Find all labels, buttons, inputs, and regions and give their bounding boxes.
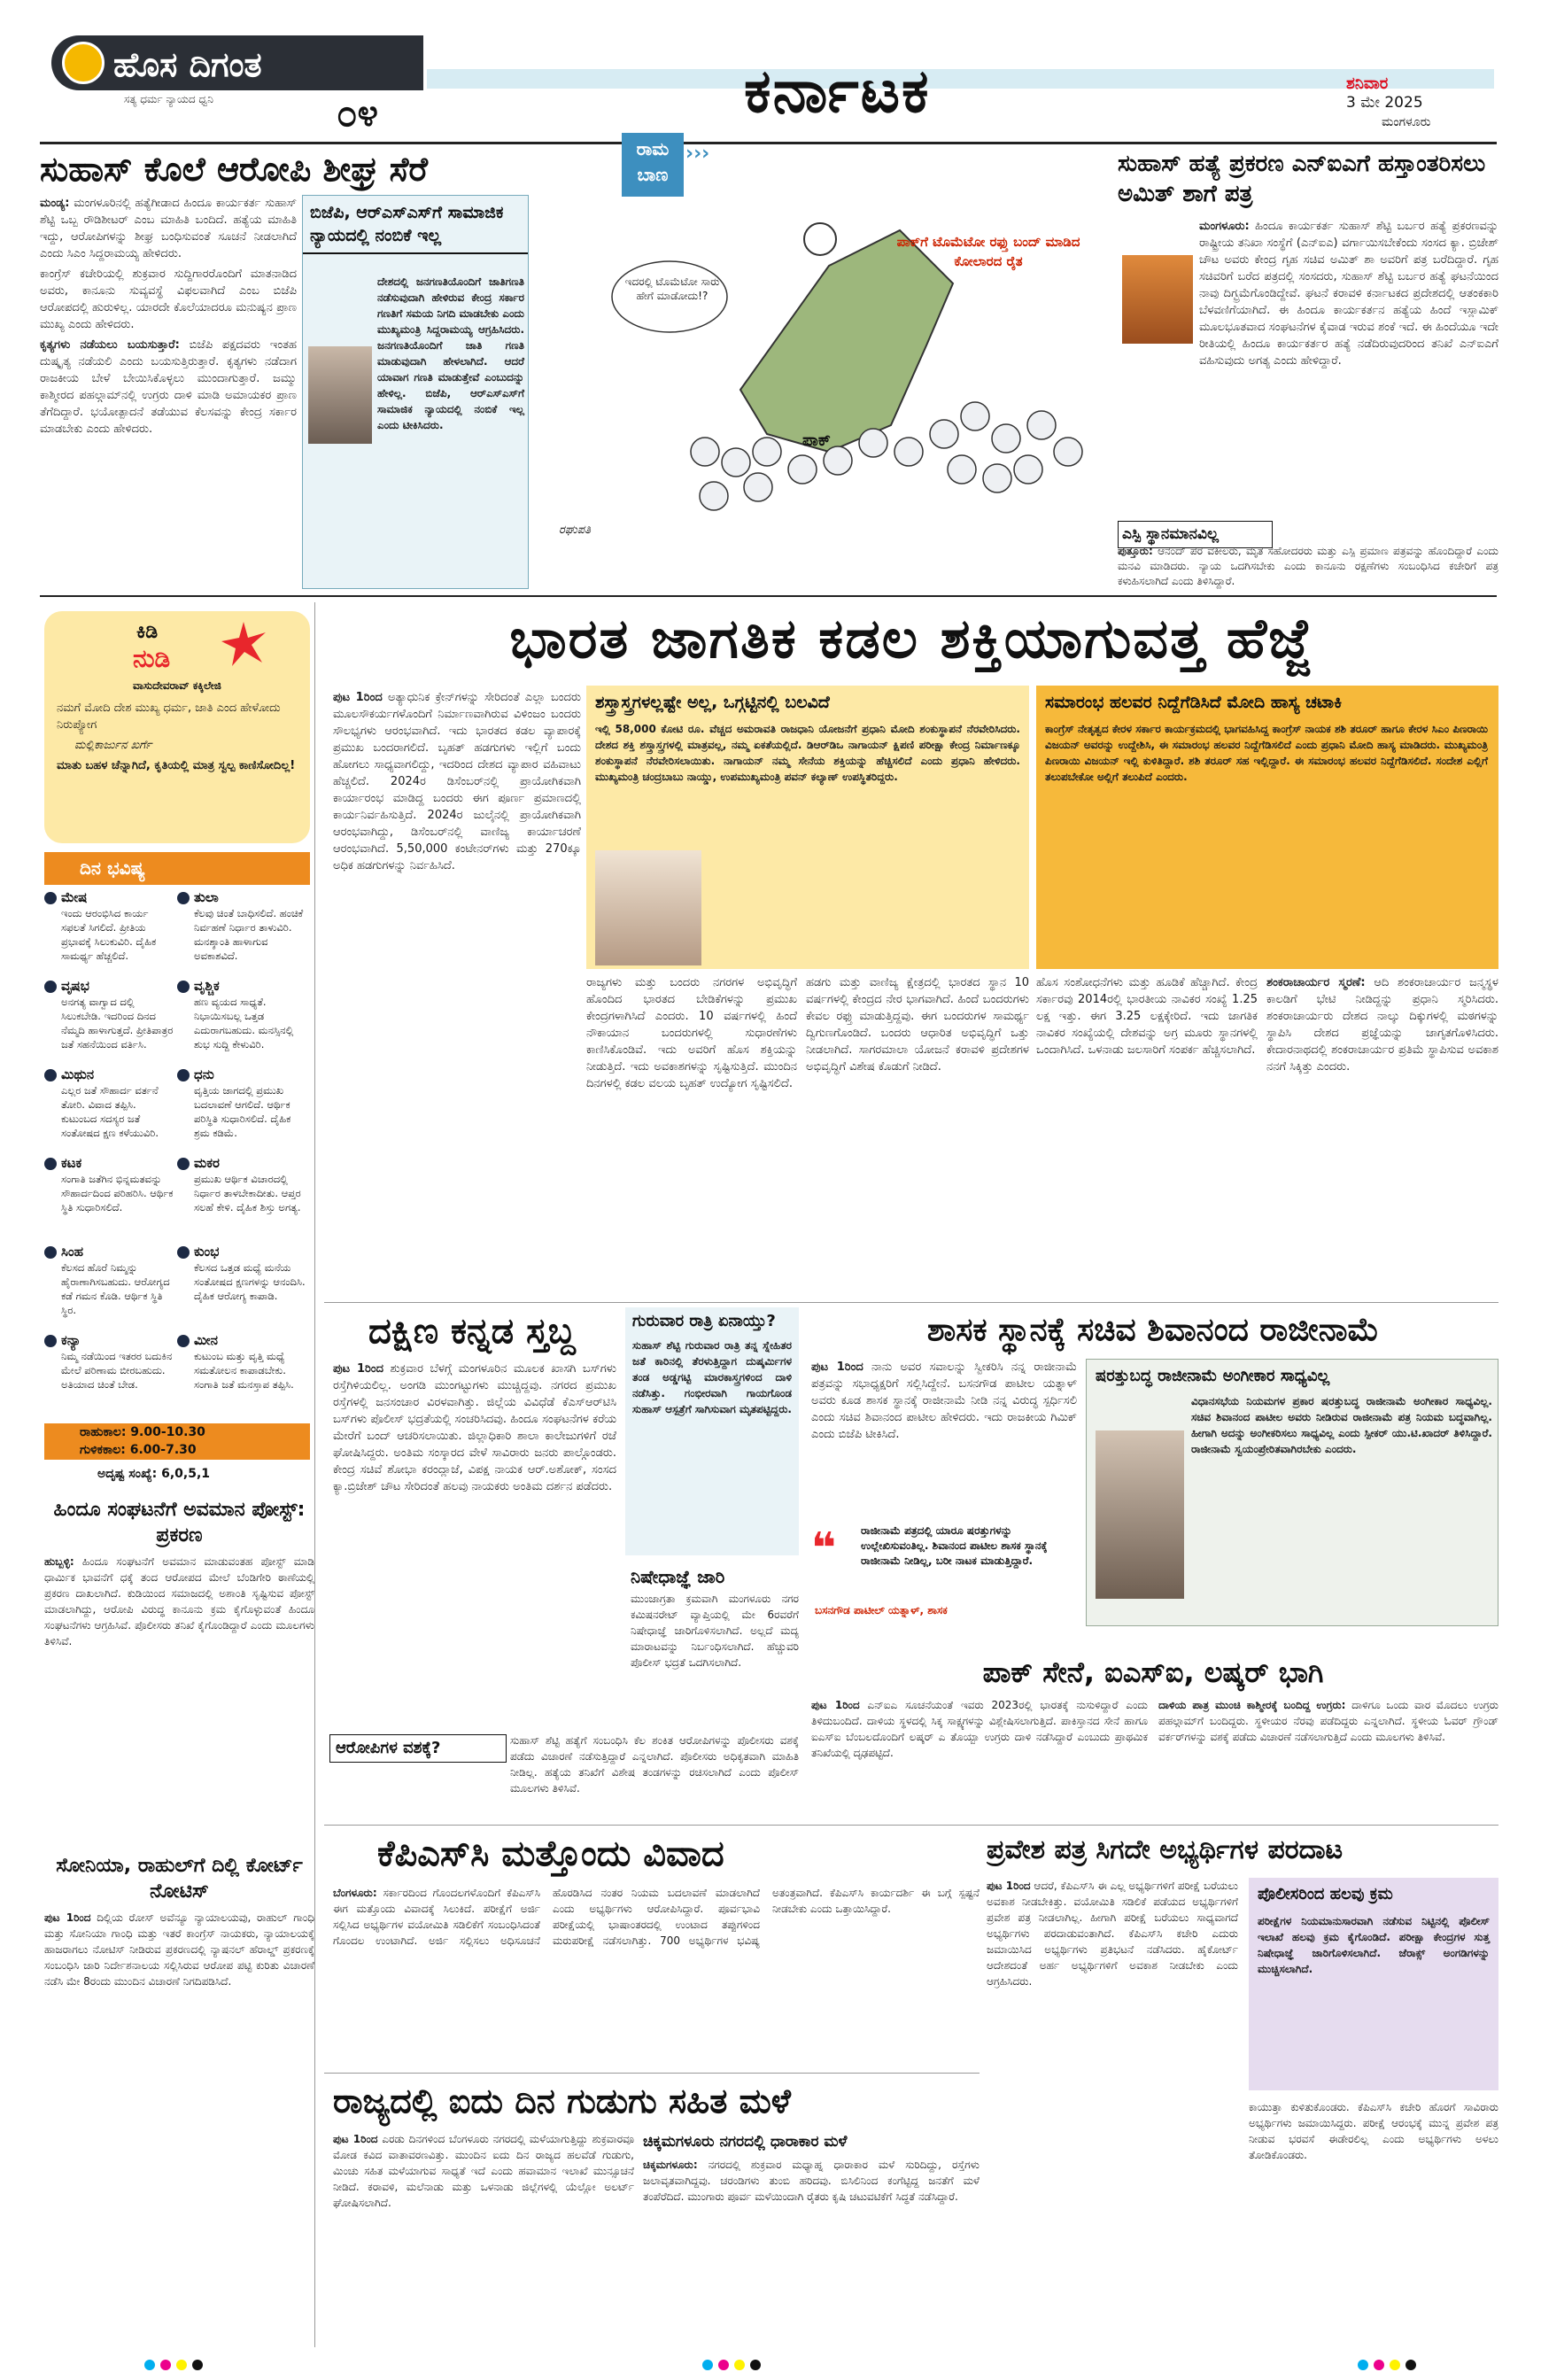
edition: ಮಂಗಳೂರು [1382, 115, 1431, 129]
headline: ಭಾರತ ಜಾಗತಿಕ ಕಡಲ ಶಕ್ತಿಯಾಗುವತ್ತ ಹೆಜ್ಜೆ [509, 606, 1313, 671]
rashi-cell [44, 977, 174, 1064]
rashi-name: ತುಲಾ [194, 889, 219, 905]
body: ಅತ್ಯಾಧುನಿಕ ಕ್ರೇನ್‌ಗಳನ್ನು ಸೇರಿದಂತೆ ಎಲ್ಲಾ ಬಂದರು ಮೂಲಸೌಕರ್ಯಗಳೊಂದಿಗೆ ನಿರ್ಮಾಣವಾಗಿರುವ ವಿಳಿಂಜಂ ಬಂದರು ಸೌಲಭ್ಯಗಳು ಆರಂಭವಾಗಿದೆ. ಇದು ಭಾರತದ ಕಡಲ ವ್ಯಾಪಾರಕ್ಕೆ ಪ್ರಮುಖ ಬಂದರಾಗಲಿದೆ. ಬೃಹತ್ ಹಡಗುಗಳು ಇಲ್ಲಿಗೆ ಬಂದು ಹೋಗಲು ಸಾಧ್ಯವಾಗಲಿದ್ದು, ಇದರಿಂದ ದೇಶದ ವ್ಯಾಪಾರ ವಹಿವಾಟು ಹೆಚ್ಚಲಿದೆ. 2024ರ ಡಿಸೆಂಬರ್‌ನಲ್ಲಿ ಪ್ರಾಯೋಗಿಕವಾಗಿ ಕಾರ್ಯಾರಂಭ ಮಾಡಿದ್ದ ಬಂದರು ಈಗ ಪೂರ್ಣ ಪ್ರಮಾಣದಲ್ಲಿ ಕಾರ್ಯನಿರ್ವಹಿಸುತ್ತಿದೆ. 2024ರ ಜುಲೈನಲ್ಲಿ ಪ್ರಾಯೋಗಿಕವಾಗಿ ಆರಂಭವಾಗಿದ್ದು, ಡಿಸೆಂಬರ್‌ನಲ್ಲಿ ವಾಣಿಜ್ಯ ಕಾರ್ಯಾಚರಣೆ ಆರಂಭವಾಗಿದೆ. 5,50,000 ಕಂಟೇನರ್‌ಗಳು ಮತ್ತು 270ಕ್ಕೂ ಅಧಿಕ ಹಡಗುಗಳನ್ನು ನಿರ್ವಹಿಸಿದೆ. [333, 691, 581, 872]
body: ಕಾಯುತ್ತಾ ಕುಳಿತುಕೊಂಡರು. ಕೆಪಿಎಸ್‌ಸಿ ಕಚೇರಿ ಹೊರಗೆ ಸಾವಿರಾರು ಅಭ್ಯರ್ಥಿಗಳು ಜಮಾಯಿಸಿದ್ದರು. ಪರೀಕ್ಷೆ ಆರಂಭಕ್ಕೆ ಮುನ್ನ ಪ್ರವೇಶ ಪತ್ರ ನೀಡುವ ಭರವಸೆ ಈಡೇರಲಿಲ್ಲ ಎಂದು ಅಭ್ಯರ್ಥಿಗಳು ಅಳಲು ತೋಡಿಕೊಂಡರು. [1249, 2101, 1498, 2161]
shivanand-article [808, 1307, 1498, 1644]
rashi-name: ಸಿಂಹ [61, 1244, 84, 1260]
box-text: ಪರೀಕ್ಷೆಗಳ ನಿಯಮಾನುಸಾರವಾಗಿ ನಡೆಸುವ ನಿಟ್ಟಿನಲ್ಲಿ ಪೊಲೀಸ್ ಇಲಾಖೆ ಹಲವು ಕ್ರಮ ಕೈಗೊಂಡಿದೆ. ಪರೀಕ್ಷಾ ಕೇಂದ್ರಗಳ ಸುತ್ತ ನಿಷೇಧಾಜ್ಞೆ ಜಾರಿಗೊಳಿಸಲಾಗಿದೆ. ಜೆರಾಕ್ಸ್ ಅಂಗಡಿಗಳನ್ನು ಮುಚ್ಚಿಸಲಾಗಿದೆ. [1258, 1915, 1490, 1976]
body: ಮುಂಜಾಗ್ರತಾ ಕ್ರಮವಾಗಿ ಮಂಗಳೂರು ನಗರ ಕಮಿಷನರೇಟ್ ವ್ಯಾಪ್ತಿಯಲ್ಲಿ ಮೇ 6ರವರೆಗೆ ನಿಷೇಧಾಜ್ಞೆ ಜಾರಿಗೊಳಿಸಲಾಗಿದೆ. ಅಲ್ಲದೆ ಮದ್ಯ ಮಾರಾಟವನ್ನು ನಿರ್ಬಂಧಿಸಲಾಗಿದೆ. ಹೆಚ್ಚುವರಿ ಪೊಲೀಸ್ ಭದ್ರತೆ ಒದಗಿಸಲಾಗಿದೆ. [631, 1593, 799, 1669]
dateline: ಬೆಂಗಳೂರು: [333, 1887, 377, 1899]
rashi-text: ಹಣ ವ್ಯಯದ ಸಾಧ್ಯತೆ. ನಿಭಾಯಿಸಬಲ್ಲ ಒತ್ತಡ ಎದುರಾಗಬಹುದು. ಮನಸ್ಸಿನಲ್ಲಿ ಶುಭ ಸುದ್ದಿ ಕೇಳುವಿರಿ. [194, 996, 294, 1050]
kidi-line: ಮಾತು ಬಹಳ ಚೆನ್ನಾಗಿದೆ, ಕೃತಿಯಲ್ಲಿ ಮಾತ್ರ ಸ್ವಲ್ಪ ಕಾಣಿಸೋದಿಲ್ಲ! [57, 759, 296, 772]
dateline: ಪುಟ 1ರಿಂದ [333, 2133, 378, 2145]
rashi-name: ಮಕರ [194, 1155, 220, 1171]
headline: ಹಿಂದೂ ಸಂಘಟನೆಗೆ ಅವಮಾನ ಪೋಸ್ಟ್: ಪ್ರಕರಣ [53, 1499, 306, 1547]
speech-bubble: ಇದರಲ್ಲಿ ಟೊಮೆಟೋ ಸಾರು ಹೇಗೆ ಮಾಡೋದು!? [624, 275, 720, 302]
body: ದಿಲ್ಲಿಯ ರೋಸ್ ಅವೆನ್ಯೂ ನ್ಯಾಯಾಲಯವು, ರಾಹುಲ್ ಗಾಂಧಿ ಮತ್ತು ಸೋನಿಯಾ ಗಾಂಧಿ ಮತ್ತು ಇತರೆ ಕಾಂಗ್ರೆಸ್ ನಾಯಕರು, ನ್ಯಾಯಾಲಯಕ್ಕೆ ಹಾಜರಾಗಲು ನೋಟಿಸ್ ನೀಡಿರುವ ಪ್ರಕರಣದಲ್ಲಿ ನ್ಯಾಷನಲ್ ಹೆರಾಲ್ಡ್ ಪ್ರಕರಣಕ್ಕೆ ಸಂಬಂಧಿಸಿ ಜಾರಿ ನಿರ್ದೇಶನಾಲಯ ಸಲ್ಲಿಸಿರುವ ಆರೋಪ ಪಟ್ಟಿ ಕುರಿತು ವಿಚಾರಣೆ ನಡೆಸಿ ಮೇ 8ರಂದು ಮುಂದಿನ ವಿಚಾರಣೆ ನಿಗದಿಪಡಿಸಿದೆ. [44, 1911, 314, 1988]
rashi-text: ಸಂಗಾತಿ ಜತೆಗಿನ ಭಿನ್ನಮತವನ್ನು ಸೌಹಾರ್ದದಿಂದ ಪರಿಹರಿಸಿ. ಆರ್ಥಿಕ ಸ್ಥಿತಿ ಸುಧಾರಿಸಲಿದೆ. [61, 1173, 174, 1213]
dateline: ಪುತ್ತೂರು: [1118, 545, 1153, 557]
main-story [324, 602, 1498, 1302]
kidi-title-bottom: ನುಡಿ [133, 644, 171, 673]
zodiac-icon [44, 1335, 57, 1347]
rashi-text: ಪ್ರಮುಖ ಆರ್ಥಿಕ ವಿಚಾರದಲ್ಲಿ ನಿರ್ಧಾರ ತಾಳಬೇಕಾದೀತು. ಆಪ್ತರ ಸಲಹೆ ಕೇಳಿ. ದೈಹಿಕ ಶಿಸ್ತು ಅಗತ್ಯ. [194, 1173, 301, 1213]
box-title: ಬಿಜೆಪಿ, ಆರ್‌ಎಸ್‌ಎಸ್‌ಗೆ ಸಾಮಾಜಿಕ ನ್ಯಾಯದಲ್ಲಿ ನಂಬಿಕೆ ಇಲ್ಲ [303, 196, 528, 254]
quote-icon: ❝ [811, 1523, 837, 1573]
logo-tagline: ಸತ್ಯ ಧರ್ಮ ನ್ಯಾಯದ ಧ್ವನಿ [124, 93, 213, 105]
rashi-cell [177, 977, 306, 1064]
cm-box [302, 195, 529, 589]
sonia-article [44, 1853, 314, 2376]
dateline: ಮಂಡ್ಯ: [40, 197, 70, 210]
issue-day: ಶನಿವಾರ [1346, 74, 1389, 93]
cartoon-illustration [537, 133, 1112, 592]
body: ರಾಜ್ಯಗಳು ಮತ್ತು ಬಂದರು ನಗರಗಳ ಅಭಿವೃದ್ಧಿಗೆ ಹೊಂದಿದ ಭಾರತದ ಬೇಡಿಕೆಗಳನ್ನು ಪ್ರಮುಖ ಕೇಂದ್ರಗಳಾಗಿಸಿದೆ ಎಂದರು. 10 ವರ್ಷಗಳಲ್ಲಿ ಹಿಂದೆ ನೌಕಾಯಾನ ಬಂದರುಗಳಲ್ಲಿ ಸುಧಾರಣೆಗಳು ಕಾಣಿಸಿಕೊಂಡಿವೆ. ಇದು ಅವರಿಗೆ ಹೊಸ ಶಕ್ತಿಯನ್ನು ನೀಡುತ್ತಿದೆ. ಇದು ಅವಕಾಶಗಳನ್ನು ಸೃಷ್ಟಿಸುತ್ತಿದೆ. ಮುಂದಿನ ದಿನಗಳಲ್ಲಿ ಕಡಲ ವಲಯ ಬೃಹತ್ ಉದ್ಯೋಗ ಸೃಷ್ಟಿಸಲಿದೆ. [586, 976, 797, 1090]
box-title: ಸಮಾರಂಭ ಹಲವರ ನಿದ್ದೆಗೆಡಿಸಿದೆ ಮೋದಿ ಹಾಸ್ಯ ಚಟಾಕಿ [1045, 693, 1343, 712]
subhead: ಕೃತ್ಯಗಳು ನಡೆಯಲು ಬಯಸುತ್ತಾರೆ: [40, 338, 180, 352]
quote-author: ಬಸನಗೌಡ ಪಾಟೀಲ್ ಯತ್ನಾಳ್, ಶಾಸಕ [815, 1604, 948, 1616]
box-title: ಗುರುವಾರ ರಾತ್ರಿ ಏನಾಯ್ತು? [632, 1312, 776, 1330]
body: ಹೊಸ ಸಂಶೋಧನೆಗಳು ಮತ್ತು ಹೂಡಿಕೆ ಹೆಚ್ಚಾಗಿದೆ. ಕೇಂದ್ರ ಸರ್ಕಾರವು 2014ರಲ್ಲಿ ಭಾರತೀಯ ನಾವಿಕರ ಸಂಖ್ಯೆ 1.25 ಲಕ್ಷ ಇತ್ತು. ಈಗ 3.25 ಲಕ್ಷಕ್ಕೇರಿದೆ. ಇದು ಜಾಗತಿಕ ನಾವಿಕರ ಸಂಖ್ಯೆಯಲ್ಲಿ ದೇಶವನ್ನು ಅಗ್ರ ಮೂರು ಸ್ಥಾನಗಳಲ್ಲಿ ಒಂದಾಗಿಸಿದೆ. ಒಳನಾಡು ಜಲಸಾರಿಗೆ ಸಂಪರ್ಕ ಹೆಚ್ಚಿಸಲಾಗಿದೆ. [1036, 976, 1258, 1057]
section-title: ಕರ್ನಾಟಕ [744, 57, 931, 127]
pravesha-article [987, 1830, 1498, 2353]
pak-article [808, 1653, 1498, 1821]
dateline: ಪುಟ 1ರಿಂದ [333, 1362, 384, 1376]
headline: ಪ್ರವೇಶ ಪತ್ರ ಸಿಗದೇ ಅಭ್ಯರ್ಥಿಗಳ ಪರದಾಟ [987, 1834, 1344, 1865]
rashi-text: ಕೆಲಸದ ಒತ್ತಡ ಮಧ್ಯೆ ಮನೆಯ ಸಂತೋಷದ ಕ್ಷಣಗಳನ್ನು ಆನಂದಿಸಿ. ದೈಹಿಕ ಆರೋಗ್ಯ ಕಾಪಾಡಿ. [194, 1261, 306, 1302]
registration-marks [1355, 2360, 1419, 2376]
rashi-cell [177, 1066, 306, 1152]
rashi-cell [44, 888, 174, 975]
headline: ಸುಹಾಸ್ ಹತ್ಯೆ ಪ್ರಕರಣ ಎನ್‌ಐಎಗೆ ಹಸ್ತಾಂತರಿಸಲು ಅಮಿತ್ ಶಾಗೆ ಪತ್ರ [1118, 151, 1486, 207]
body: ಸುಹಾಸ್ ಶೆಟ್ಟಿ ಹತ್ಯೆಗೆ ಸಂಬಂಧಿಸಿ ಕೆಲ ಶಂಕಿತ ಆರೋಪಿಗಳನ್ನು ಪೊಲೀಸರು ವಶಕ್ಕೆ ಪಡೆದು ವಿಚಾರಣೆ ನಡೆಸುತ್ತಿದ್ದಾರೆ ಎನ್ನಲಾಗಿದೆ. ಪೊಲೀಸರು ಅಧಿಕೃತವಾಗಿ ಮಾಹಿತಿ ನೀಡಿಲ್ಲ. ಹತ್ಯೆಯ ತನಿಖೆಗೆ ವಿಶೇಷ ತಂಡಗಳನ್ನು ರಚಿಸಲಾಗಿದೆ ಎಂದು ಪೊಲೀಸ್ ಮೂಲಗಳು ತಿಳಿಸಿವೆ. [510, 1734, 799, 1795]
arrow-icon: ››› [685, 143, 710, 165]
kpsc-article [324, 1830, 980, 2069]
amit-shah-article [1118, 149, 1498, 592]
map-label: ಪಾಕ್ [802, 431, 831, 450]
headline: ಕೆಪಿಎಸ್‌ಸಿ ಮತ್ತೊಂದು ವಿವಾದ [377, 1833, 724, 1874]
body: ನಗರದಲ್ಲಿ ಶುಕ್ರವಾರ ಮಧ್ಯಾಹ್ನ ಧಾರಾಕಾರ ಮಳೆ ಸುರಿದಿದ್ದು, ರಸ್ತೆಗಳು ಜಲಾವೃತವಾಗಿದ್ದವು. ಚರಂಡಿಗಳು ತುಂಬಿ ಹರಿದವು. ಬಿಸಿಲಿನಿಂದ ಕಂಗೆಟ್ಟಿದ್ದ ಜನತೆಗೆ ಮಳೆ ತಂಪೆರೆದಿದೆ. ಮುಂಗಾರು ಪೂರ್ವ ಮಳೆಯಿಂದಾಗಿ ರೈತರು ಕೃಷಿ ಚಟುವಟಿಕೆಗೆ ಸಿದ್ಧತೆ ನಡೆಸಿದ್ದಾರೆ. [643, 2158, 980, 2203]
quote-box [811, 1518, 1077, 1624]
body: ಸರ್ಕಾರದಿಂದ ಗೊಂದಲಗಳೊಂದಿಗೆ ಕೆಪಿಎಸ್‌ಸಿ ಈಗ ಮತ್ತೊಂದು ವಿವಾದಕ್ಕೆ ಸಿಲುಕಿದೆ. ಪರೀಕ್ಷೆಗೆ ಅರ್ಜಿ ಸಲ್ಲಿಸಿದ ಅಭ್ಯರ್ಥಿಗಳ ವಯೋಮಿತಿ ಸಡಿಲಿಕೆಗೆ ಸಂಬಂಧಿಸಿದಂತೆ ಗೊಂದಲ ಉಂಟಾಗಿದೆ. ಅರ್ಜಿ ಸಲ್ಲಿಸಲು ಅಧಿಸೂಚನೆ ಹೊರಡಿಸಿದ ನಂತರ ನಿಯಮ ಬದಲಾವಣೆ ಮಾಡಲಾಗಿದೆ ಎಂದು ಅಭ್ಯರ್ಥಿಗಳು ಆರೋಪಿಸಿದ್ದಾರೆ. ಪೂರ್ವಭಾವಿ ಪರೀಕ್ಷೆಯಲ್ಲಿ ಭಾಷಾಂತರದಲ್ಲಿ ಉಂಟಾದ ತಪ್ಪುಗಳಿಂದ ಮರುಪರೀಕ್ಷೆ ನಡೆಸಲಾಗಿತ್ತು. 700 ಅಭ್ಯರ್ಥಿಗಳ ಭವಿಷ್ಯ ಅತಂತ್ರವಾಗಿದೆ. ಕೆಪಿಎಸ್‌ಸಿ ಕಾರ್ಯದರ್ಶಿ ಈ ಬಗ್ಗೆ ಸ್ಪಷ್ಟನೆ ನೀಡಬೇಕು ಎಂದು ಒತ್ತಾಯಿಸಿದ್ದಾರೆ. [333, 1887, 980, 1947]
zodiac-icon [177, 1335, 190, 1347]
box-text: ವಿಧಾನಸಭೆಯ ನಿಯಮಗಳ ಪ್ರಕಾರ ಷರತ್ತುಬದ್ಧ ರಾಜೀನಾಮೆ ಅಂಗೀಕಾರ ಸಾಧ್ಯವಿಲ್ಲ. ಸಚಿವ ಶಿವಾನಂದ ಪಾಟೀಲ ಅವರು ನೀಡಿರುವ ರಾಜೀನಾಮೆ ಪತ್ರ ನಿಯಮ ಬದ್ಧವಾಗಿಲ್ಲ. ಹೀಗಾಗಿ ಅದನ್ನು ಅಂಗೀಕರಿಸಲು ಸಾಧ್ಯವಿಲ್ಲ ಎಂದು ಸ್ಪೀಕರ್ ಯು.ಟಿ.ಖಾದರ್ ತಿಳಿಸಿದ್ದಾರೆ. ರಾಜೀನಾಮೆ ಸ್ವಯಂಪ್ರೇರಿತವಾಗಿರಬೇಕು ಎಂದರು. [1191, 1395, 1492, 1455]
headline: ಸುಹಾಸ್ ಕೊಲೆ ಆರೋಪಿ ಶೀಘ್ರ ಸೆರೆ [40, 150, 428, 189]
body: ಆದಿ ಶಂಕರಾಚಾರ್ಯರ ಜನ್ಮಸ್ಥಳ ಕಾಲಡಿಗೆ ಭೇಟಿ ನೀಡಿದ್ದನ್ನು ಪ್ರಧಾನಿ ಸ್ಮರಿಸಿದರು. ಶಂಕರಾಚಾರ್ಯರು ದೇಶದ ನಾಲ್ಕು ದಿಕ್ಕುಗಳಲ್ಲಿ ಮಠಗಳನ್ನು ಸ್ಥಾಪಿಸಿ ದೇಶದ ಪ್ರಜ್ಞೆಯನ್ನು ಜಾಗೃತಗೊಳಿಸಿದರು. ಕೇದಾರನಾಥದಲ್ಲಿ ಶಂಕರಾಚಾರ್ಯರ ಪ್ರತಿಮೆ ಸ್ಥಾಪಿಸುವ ಅವಕಾಶ ನನಗೆ ಸಿಕ್ಕಿತ್ತು ಎಂದರು. [1266, 976, 1498, 1074]
body: ಎರಡು ದಿನಗಳಿಂದ ಬೆಂಗಳೂರು ನಗರದಲ್ಲಿ ಮಳೆಯಾಗುತ್ತಿದ್ದು ಶುಕ್ರವಾರವೂ ಮೋಡ ಕವಿದ ವಾತಾವರಣವಿತ್ತು. ಮುಂದಿನ ಐದು ದಿನ ರಾಜ್ಯದ ಹಲವೆಡೆ ಗುಡುಗು, ಮಿಂಚು ಸಹಿತ ಮಳೆಯಾಗುವ ಸಾಧ್ಯತೆ ಇದೆ ಎಂದು ಹವಾಮಾನ ಇಲಾಖೆ ಮುನ್ಸೂಚನೆ ನೀಡಿದೆ. ಕರಾವಳಿ, ಮಲೆನಾಡು ಮತ್ತು ಒಳನಾಡು ಜಿಲ್ಲೆಗಳಲ್ಲಿ ಯೆಲ್ಲೋ ಅಲರ್ಟ್ ಘೋಷಿಸಲಾಗಿದೆ. [333, 2133, 634, 2209]
headline: ಪಾಕ್ ಸೇನೆ, ಐಎಸ್‌ಐ, ಲಷ್ಕರ್ ಭಾಗಿ [982, 1655, 1324, 1689]
rashi-cell [177, 1154, 306, 1241]
dateline: ಪುಟ 1ರಿಂದ [44, 1911, 91, 1924]
body: ಎನ್‌ಐಎ ಸೂಚನೆಯಂತೆ ಇವರು 2023ರಲ್ಲಿ ಭಾರತಕ್ಕೆ ನುಸುಳಿದ್ದಾರೆ ಎಂದು ತಿಳಿದುಬಂದಿದೆ. ದಾಳಿಯ ಸ್ಥಳದಲ್ಲಿ ಸಿಕ್ಕ ಸಾಕ್ಷ್ಯಗಳನ್ನು ವಿಶ್ಲೇಷಿಸಲಾಗುತ್ತಿದೆ. ಪಾಕಿಸ್ತಾನದ ಸೇನೆ ಹಾಗೂ ಐಎಸ್‌ಐ ಬೆಂಬಲದೊಂದಿಗೆ ಲಷ್ಕರ್ ಎ ತೊಯ್ಬಾ ಉಗ್ರರು ದಾಳಿ ನಡೆಸಿದ್ದಾರೆ ಎಂಬುದು ಪ್ರಾಥಮಿಕ ತನಿಖೆಯಲ್ಲಿ ದೃಢಪಟ್ಟಿದೆ. [811, 1699, 1148, 1759]
kidi-author: ವಾಸುದೇವರಾವ್ ಕಕ್ಕಿಲೇಜಿ [133, 679, 221, 692]
hindu-sanghatane-article [44, 1497, 314, 1847]
rashi-text: ವೃತ್ತಿಯ ಜಾಗದಲ್ಲಿ ಪ್ರಮುಖ ಬದಲಾವಣೆ ಆಗಲಿದೆ. ಆರ್ಥಿಕ ಪರಿಸ್ಥಿತಿ ಸುಧಾರಿಸಲಿದೆ. ದೈಹಿಕ ಶ್ರಮ ಕಡಿಮೆ. [194, 1084, 291, 1139]
masthead [0, 0, 1541, 151]
body: ನಾನು ಅವರ ಸವಾಲನ್ನು ಸ್ವೀಕರಿಸಿ ನನ್ನ ರಾಜೀನಾಮೆ ಪತ್ರವನ್ನು ಸಭಾಧ್ಯಕ್ಷರಿಗೆ ಸಲ್ಲಿಸಿದ್ದೇನೆ. ಬಸನಗೌಡ ಪಾಟೀಲ ಯತ್ನಾಳ್ ಅವರು ಕೂಡ ಶಾಸಕ ಸ್ಥಾನಕ್ಕೆ ರಾಜೀನಾಮೆ ನೀಡಿ ನನ್ನ ವಿರುದ್ಧ ಸ್ಪರ್ಧಿಸಲಿ ಎಂದು ಸಚಿವ ಶಿವಾನಂದ ಪಾಟೀಲ ಹೇಳಿದರು. ಇದು ರಾಜಕೀಯ ಗಿಮಿಕ್ ಎಂದು ಬಿಜೆಪಿ ಟೀಕಿಸಿದೆ. [811, 1361, 1078, 1441]
rain-article [324, 2078, 980, 2353]
rashi-name: ಕುಂಭ [194, 1244, 220, 1260]
subhead: ದಾಳಿಯ ಪಾತ್ರ ಮುಂಚಿ ಕಾಶ್ಮೀರಕ್ಕೆ ಬಂದಿದ್ದ ಉಗ್ರರು: [1158, 1699, 1346, 1711]
box-text: ದೇಶದಲ್ಲಿ ಜನಗಣತಿಯೊಂದಿಗೆ ಜಾತಿಗಣತಿ ನಡೆಸುವುದಾಗಿ ಹೇಳಿರುವ ಕೇಂದ್ರ ಸರ್ಕಾರ ಗಣತಿಗೆ ಸಮಯ ನಿಗದಿ ಮಾಡಬೇಕು ಎಂದು ಮುಖ್ಯಮಂತ್ರಿ ಸಿದ್ದರಾಮಯ್ಯ ಆಗ್ರಹಿಸಿದರು. ಜನಗಣತಿಯೊಂದಿಗೆ ಜಾತಿ ಗಣತಿ ಮಾಡುವುದಾಗಿ ಹೇಳಲಾಗಿದೆ. ಆದರೆ ಯಾವಾಗ ಗಣತಿ ಮಾಡುತ್ತೇವೆ ಎಂಬುದನ್ನು ಹೇಳಿಲ್ಲ. ಬಿಜೆಪಿ, ಆರ್‌ಎಸ್‌ಎಸ್‌ಗೆ ಸಾಮಾಜಿಕ ನ್ಯಾಯದಲ್ಲಿ ನಂಬಿಕೆ ಇಲ್ಲ ಎಂದು ಟೀಕಿಸಿದರು. [377, 275, 524, 431]
box-title: ಷರತ್ತುಬದ್ಧ ರಾಜೀನಾಮೆ ಅಂಗೀಕಾರ ಸಾಧ್ಯವಿಲ್ಲ [1096, 1367, 1330, 1385]
kidi-title-top: ಕಿಡಿ [136, 621, 159, 643]
suhas-article [40, 149, 529, 592]
dateline: ಪುಟ 1ರಿಂದ [987, 1880, 1031, 1892]
box-police [1249, 1878, 1498, 2090]
cartoon-panel [537, 133, 1112, 592]
signature: ರಘುಪತಿ [559, 523, 591, 537]
issue-date: 3 ಮೇ 2025 [1346, 94, 1423, 112]
zodiac-icon [177, 981, 190, 993]
sp-box-title: ಎಸ್ಪಿ ಸ್ಥಾನಮಾನವಿಲ್ಲ [1118, 521, 1273, 548]
quote-text: ರಾಜೀನಾಮೆ ಪತ್ರದಲ್ಲಿ ಯಾರೂ ಷರತ್ತುಗಳನ್ನು ಉಲ್ಲೇಖಿಸುವಂತಿಲ್ಲ. ಶಿವಾನಂದ ಪಾಟೀಲ ಶಾಸಕ ಸ್ಥಾನಕ್ಕೆ ರಾಜೀನಾಮೆ ನೀಡಿಲ್ಲ, ಬರೀ ನಾಟಕ ಮಾಡುತ್ತಿದ್ದಾರೆ. [861, 1524, 1048, 1567]
body: ಹಿಂದೂ ಸಂಘಟನೆಗೆ ಅವಮಾನ ಮಾಡುವಂತಹ ಪೋಸ್ಟ್ ಮಾಡಿ ಧಾರ್ಮಿಕ ಭಾವನೆಗೆ ಧಕ್ಕೆ ತಂದ ಆರೋಪದ ಮೇಲೆ ಬೆಂಡಿಗೇರಿ ಠಾಣೆಯಲ್ಲಿ ಪ್ರಕರಣ ದಾಖಲಾಗಿದೆ. ಕುಡಿಯಿಂದ ಸಮಾಜದಲ್ಲಿ ಅಶಾಂತಿ ಸೃಷ್ಟಿಸುವ ಪೋಸ್ಟ್ ಮಾಡಲಾಗಿದ್ದು, ಆರೋಪಿ ವಿರುದ್ಧ ಕಾನೂನು ಕ್ರಮ ಕೈಗೊಳ್ಳುವಂತೆ ಹಿಂದೂ ಸಂಘಟನೆಗಳು ಆಗ್ರಹಿಸಿವೆ. ಪೊಲೀಸರು ತನಿಖೆ ಕೈಗೊಂಡಿದ್ದಾರೆ ಎಂದು ಮೂಲಗಳು ತಿಳಿಸಿವೆ. [44, 1555, 314, 1647]
dateline: ಪುಟ 1ರಿಂದ [811, 1699, 860, 1711]
box-title: ಪೊಲೀಸರಿಂದ ಹಲವು ಕ್ರಮ [1258, 1885, 1393, 1903]
rashi-cell [177, 888, 306, 975]
kidi-line: ನಮಗೆ ಮೋದಿ ದೇಶ ಮುಖ್ಯ ಧರ್ಮ, ಜಾತಿ ಎಂದ ಹೇಳೋದು ನಿರುಪ್ಯೋಗ [57, 702, 281, 732]
body: ಮಂಗಳೂರಿನಲ್ಲಿ ಹತ್ಯೆಗೀಡಾದ ಹಿಂದೂ ಕಾರ್ಯಕರ್ತ ಸುಹಾಸ್ ಶೆಟ್ಟಿ ಒಬ್ಬ ರೌಡಿಶೀಟರ್ ಎಂಬ ಮಾಹಿತಿ ಬಂದಿದೆ. ಹತ್ಯೆಯ ಮಾಹಿತಿ ಇದ್ದು, ಆರೋಪಿಗಳನ್ನು ಶೀಘ್ರ ಬಂಧಿಸುವಂತೆ ಸೂಚನೆ ನೀಡಲಾಗಿದೆ ಎಂದು ಸಿಎಂ ಸಿದ್ದರಾಮಯ್ಯ ಹೇಳಿದರು. [40, 197, 297, 260]
body: ದಾಳಿಗೂ ಒಂದು ವಾರ ಮೊದಲು ಉಗ್ರರು ಪಹಲ್ಗಾಮ್‌ಗೆ ಬಂದಿದ್ದರು. ಸ್ಥಳೀಯರ ನೆರವು ಪಡೆದಿದ್ದರು ಎನ್ನಲಾಗಿದೆ. ಸ್ಥಳೀಯ ಓವರ್ ಗ್ರೌಂಡ್ ವರ್ಕರ್‌ಗಳನ್ನು ವಶಕ್ಕೆ ಪಡೆದು ವಿಚಾರಣೆ ನಡೆಸಲಾಗುತ್ತಿದೆ ಎಂದು ಮೂಲಗಳು ತಿಳಿಸಿವೆ. [1158, 1699, 1498, 1743]
registration-marks [700, 2360, 763, 2376]
dateline: ಪುಟ 1ರಿಂದ [333, 691, 383, 704]
zodiac-icon [177, 1069, 190, 1081]
rashi-name: ವೃಶ್ಚಿಕ [194, 978, 220, 994]
lucky-number: ಅದೃಷ್ಟ ಸಂಖ್ಯೆ: 6,0,5,1 [97, 1466, 211, 1481]
rashi-text: ಎಲ್ಲರ ಜತೆ ಸೌಹಾರ್ದ ವರ್ತನೆ ತೋರಿ. ವಿವಾದ ತಪ್ಪಿಸಿ. ಕುಟುಂಬದ ಸದಸ್ಯರ ಜತೆ ಸಂತೋಷದ ಕ್ಷಣ ಕಳೆಯುವಿರಿ. [61, 1084, 159, 1139]
kidi-nudi [44, 611, 310, 843]
headline: ದಕ್ಷಿಣ ಕನ್ನಡ ಸ್ತಬ್ದ [368, 1311, 576, 1352]
rashi-name: ಮೇಷ [61, 889, 88, 905]
box-title: ಶಸ್ತ್ರಾಸ್ತ್ರಗಳಲ್ಲಷ್ಟೇ ಅಲ್ಲ, ಒಗ್ಗಟ್ಟಿನಲ್ಲಿ ಬಲವಿದೆ [595, 693, 830, 712]
logo-text: ಹೊಸ ದಿಗಂತ [113, 45, 262, 84]
rashi-cell [44, 1243, 174, 1330]
zodiac-icon [44, 981, 57, 993]
zodiac-icon [44, 1158, 57, 1170]
ramabana-label: ರಾಮ ಬಾಣ [622, 133, 684, 197]
spark-icon [221, 622, 266, 666]
rashi-name: ಕಟಕ [61, 1155, 82, 1171]
rashi-name: ಧನು [194, 1066, 214, 1082]
horoscope-title: ದಿನ ಭವಿಷ್ಯ [44, 852, 310, 885]
dateline: ಪುಟ 1ರಿಂದ [811, 1361, 863, 1374]
arop-title: ಆರೋಪಿಗಳ ವಶಕ್ಕೆ? [329, 1734, 507, 1763]
nishedha-title: ನಿಷೇಧಾಜ್ಞೆ ಜಾರಿ [631, 1566, 725, 1587]
rashi-name: ಮಿಥುನ [61, 1066, 95, 1082]
rashi-cell [44, 1331, 174, 1418]
body: ಹಿಂದೂ ಕಾರ್ಯಕರ್ತ ಸುಹಾಸ್ ಶೆಟ್ಟಿ ಬರ್ಬರ ಹತ್ಯೆ ಪ್ರಕರಣವನ್ನು ರಾಷ್ಟ್ರೀಯ ತನಿಖಾ ಸಂಸ್ಥೆಗೆ (ಎನ್‌ಐಎ) ವರ್ಗಾಯಿಸಬೇಕೆಂದು ಸಂಸದ ಕ್ಯಾ. ಬ್ರಿಜೇಶ್ ಚೌಟ ಅವರು ಕೇಂದ್ರ ಗೃಹ ಸಚಿವ ಅಮಿತ್ ಶಾ ಅವರಿಗೆ ಪತ್ರ ಬರೆದಿದ್ದಾರೆ. ಗೃಹ ಸಚಿವರಿಗೆ ಬರೆದ ಪತ್ರದಲ್ಲಿ ಸಂಸದರು, ಸುಹಾಸ್ ಶೆಟ್ಟಿ ಬರ್ಬರ ಹತ್ಯೆ ಘಟನೆಯಿಂದ ನಾವು ದಿಗ್ಭ್ರಮೆಗೊಂಡಿದ್ದೇವೆ. ಘಟನೆ ಕರಾವಳಿ ಕರ್ನಾಟಕದ ಪ್ರದೇಶದಲ್ಲಿ ಆತಂಕಕಾರಿ ಬೆಳವಣಿಗೆಯಾಗಿದೆ. ಈ ಹಿಂದೂ ಕಾರ್ಯಕರ್ತನ ಹತ್ಯೆಯ ಹಿಂದೆ ಇಸ್ಲಾಮಿಕ್ ಮೂಲಭೂತವಾದ ಸಂಘಟನೆಗಳ ಕೈವಾಡ ಇರುವ ಶಂಕೆ ಇದೆ. ಈ ಹಿಂದೆಯೂ ಇದೇ ರೀತಿಯಲ್ಲಿ ಹಿಂದೂ ಕಾರ್ಯಕರ್ತರ ಹತ್ಯೆ ನಡೆದಿರುವುದರಿಂದ ತನಿಖೆ ಎನ್‌ಐಎಗೆ ವಹಿಸುವುದು ಅಗತ್ಯ ಎಂದು ಹೇಳಿದ್ದಾರೆ. [1199, 220, 1498, 368]
zodiac-icon [177, 892, 190, 904]
rashi-text: ಕೆಲವು ಚಿಂತೆ ಬಾಧಿಸಲಿದೆ. ಹಂಚಿಕೆ ನಿರ್ವಹಣೆ ನಿರ್ಧಾರ ತಾಳುವಿರಿ. ಮನಶ್ಶಾಂತಿ ಹಾಳಾಗುವ ಅವಕಾಶವಿದೆ. [194, 907, 304, 962]
dateline: ಹುಬ್ಬಳ್ಳಿ: [44, 1555, 74, 1568]
zodiac-icon [44, 1069, 57, 1081]
subhead: ಶಂಕರಾಚಾರ್ಯರ ಸ್ಮರಣೆ: [1266, 976, 1366, 989]
minister-photo [1096, 1430, 1184, 1599]
rashi-text: ಕುಟುಂಬ ಮತ್ತು ವೃತ್ತಿ ಮಧ್ಯೆ ಸಮತೋಲನ ಕಾಪಾಡಬೇಕು. ಸಂಗಾತಿ ಜತೆ ಮನಸ್ತಾಪ ತಪ್ಪಿಸಿ. [194, 1350, 294, 1391]
box-text: ಸುಹಾಸ್ ಶೆಟ್ಟಿ ಗುರುವಾರ ರಾತ್ರಿ ತನ್ನ ಸ್ನೇಹಿತರ ಜತೆ ಕಾರಿನಲ್ಲಿ ತೆರಳುತ್ತಿದ್ದಾಗ ದುಷ್ಕರ್ಮಿಗಳ ತಂಡ ಅಡ್ಡಗಟ್ಟಿ ಮಾರಕಾಸ್ತ್ರಗಳಿಂದ ದಾಳಿ ನಡೆಸಿತ್ತು. ಗಂಭೀರವಾಗಿ ಗಾಯಗೊಂಡ ಸುಹಾಸ್ ಆಸ್ಪತ್ರೆಗೆ ಸಾಗಿಸುವಾಗ ಮೃತಪಟ್ಟಿದ್ದರು. [632, 1339, 792, 1415]
rashi-cell [44, 1154, 174, 1241]
rashi-cell [44, 1066, 174, 1152]
box-night [625, 1307, 799, 1555]
dateline: ಮಂಗಳೂರು: [1199, 220, 1250, 233]
zodiac-icon [44, 1246, 57, 1259]
rashi-name: ಕನ್ಯಾ [61, 1332, 81, 1348]
body: ಬಿಜೆಪಿ ಪಕ್ಷದವರು ಇಂತಹ ದುಷ್ಕೃತ್ಯ ನಡೆಯಲಿ ಎಂದು ಬಯಸುತ್ತಿರುತ್ತಾರೆ. ಕೃತ್ಯಗಳು ನಡೆದಾಗ ರಾಜಕೀಯ ಬೇಳೆ ಬೇಯಿಸಿಕೊಳ್ಳಲು ಮುಂದಾಗುತ್ತಾರೆ. ಜಮ್ಮು ಕಾಶ್ಮೀರದ ಪಹಲ್ಗಾಮ್‌ನಲ್ಲಿ ಉಗ್ರರು ದಾಳಿ ಮಾಡಿ ಅಮಾಯಕರ ಪ್ರಾಣ ತೆಗೆದಿದ್ದಾರೆ. ಭಯೋತ್ಪಾದನೆ ತಡೆಯುವ ಕೆಲಸವನ್ನು ಕೇಂದ್ರ ಸರ್ಕಾರ ಮಾಡಬೇಕು ಎಂದು ಹೇಳಿದರು. [40, 338, 297, 436]
box-title: ಚಿಕ್ಕಮಗಳೂರು ನಗರದಲ್ಲಿ ಧಾರಾಕಾರ ಮಳೆ [643, 2133, 848, 2151]
body: ಆನಂದ್ ಪರ ವಕೀಲರು, ಮೃತ ಸಹೋದರರು ಮತ್ತು ಎಸ್ಪಿ ಪ್ರಮಾಣ ಪತ್ರವನ್ನು ಹೊಂದಿದ್ದಾರೆ ಎಂದು ಮನವಿ ಮಾಡಿದರು. ನ್ಯಾಯ ಒದಗಿಸಬೇಕು ಎಂದು ಕಾನೂನು ರಕ್ಷಣೆಗಳು ಸಂಬಂಧಿಸಿದ ಕಚೇರಿಗೆ ಪತ್ರ ಕಳುಹಿಸಲಾಗಿದೆ ಎಂದು ತಿಳಿಸಿದ್ದಾರೆ. [1118, 545, 1498, 587]
gulika: ಗುಳಿಕಕಾಲ: 6.00-7.30 [44, 1441, 310, 1459]
box-resignation [1086, 1359, 1498, 1626]
cm-photo [308, 346, 372, 444]
body: ಆದರೆ, ಕೆಪಿಎಸ್‌ಸಿ ಈ ಎಲ್ಲ ಅಭ್ಯರ್ಥಿಗಳಿಗೆ ಪರೀಕ್ಷೆ ಬರೆಯಲು ಅವಕಾಶ ನೀಡಬೇಕಿತ್ತು. ವಯೋಮಿತಿ ಸಡಿಲಿಕೆ ಪಡೆಯದ ಅಭ್ಯರ್ಥಿಗಳಿಗೆ ಪ್ರವೇಶ ಪತ್ರ ನೀಡಲಾಗಿಲ್ಲ. ಹೀಗಾಗಿ ಪರೀಕ್ಷೆ ಬರೆಯಲು ಸಾಧ್ಯವಾಗದೆ ಅಭ್ಯರ್ಥಿಗಳು ಪರದಾಡುವಂತಾಗಿದೆ. ಕೆಪಿಎಸ್‌ಸಿ ಕಚೇರಿ ಎದುರು ಜಮಾಯಿಸಿದ ಅಭ್ಯರ್ಥಿಗಳು ಪ್ರತಿಭಟನೆ ನಡೆಸಿದರು. ಹೈಕೋರ್ಟ್ ಆದೇಶದಂತೆ ಅರ್ಹ ಅಭ್ಯರ್ಥಿಗಳಿಗೆ ಅವಕಾಶ ನೀಡಬೇಕು ಎಂದು ಆಗ್ರಹಿಸಿದರು. [987, 1880, 1238, 1988]
rashi-cell [177, 1331, 306, 1418]
modi-photo [595, 850, 701, 965]
box-humor [1036, 686, 1498, 969]
dk-article [324, 1307, 799, 1821]
rashi-text: ಕೆಲಸದ ಹೊರೆ ನಿಮ್ಮನ್ನು ಹೈರಾಣಾಗಿಸಬಹುದು. ಆರೋಗ್ಯದ ಕಡೆ ಗಮನ ಕೊಡಿ. ಆರ್ಥಿಕ ಸ್ಥಿತಿ ಸ್ಥಿರ. [61, 1261, 170, 1316]
cartoon-caption: ಪಾಕ್‌ಗೆ ಟೊಮೆಟೋ ರಫ್ತು ಬಂದ್ ಮಾಡಿದ ಕೋಲಾರದ ರೈತ [896, 234, 1080, 269]
rashi-name: ವೃಷಭ [61, 978, 89, 994]
rashi-text: ಇಂದು ಆರಂಭಿಸಿದ ಕಾರ್ಯ ಸಫಲತೆ ಸಿಗಲಿದೆ. ಪ್ರೀತಿಯ ಪ್ರಭಾವಕ್ಕೆ ಸಿಲುಕುವಿರಿ. ದೈಹಿಕ ಸಾಮರ್ಥ್ಯ ಹೆಚ್ಚಲಿದೆ. [61, 907, 157, 962]
headline: ಶಾಸಕ ಸ್ಥಾನಕ್ಕೆ ಸಚಿವ ಶಿವಾನಂದ ರಾಜೀನಾಮೆ [926, 1312, 1380, 1348]
zodiac-icon [44, 892, 57, 904]
body: ಹಡಗು ಮತ್ತು ವಾಣಿಜ್ಯ ಕ್ಷೇತ್ರದಲ್ಲಿ ಭಾರತದ ಸ್ಥಾನ 10 ವರ್ಷಗಳಲ್ಲಿ ಕೇಂದ್ರದ ನೇರ ಭಾಗವಾಗಿದೆ. ಹಿಂದೆ ಬಂದರುಗಳು ಕೇವಲ ರಫ್ತು ಮಾಡುತ್ತಿದ್ದವು. ಈಗ ಬಂದರುಗಳ ಸಾಮರ್ಥ್ಯ ದ್ವಿಗುಣಗೊಂಡಿದೆ. ಬಂದರು ಆಧಾರಿತ ಅಭಿವೃದ್ಧಿಗೆ ಒತ್ತು ನೀಡಲಾಗಿದೆ. ಸಾಗರಮಾಲಾ ಯೋಜನೆ ಕರಾವಳಿ ಪ್ರದೇಶಗಳ ಅಭಿವೃದ್ಧಿಗೆ ವಿಶೇಷ ಕೊಡುಗೆ ನೀಡಿದೆ. [806, 976, 1029, 1074]
rashi-name: ಮೀನ [194, 1332, 219, 1348]
headline: ಸೋನಿಯಾ, ರಾಹುಲ್‌ಗೆ ದಿಲ್ಲಿ ಕೋರ್ಟ್ ನೋಟಿಸ್ [56, 1855, 303, 1903]
box-text: ಕಾಂಗ್ರೆಸ್ ನೇತೃತ್ವದ ಕೇರಳ ಸರ್ಕಾರ ಕಾರ್ಯಕ್ರಮದಲ್ಲಿ ಭಾಗವಹಿಸಿದ್ದ ಕಾಂಗ್ರೆಸ್ ನಾಯಕ ಶಶಿ ತರೂರ್ ಹಾಗೂ ಕೇರಳ ಸಿಎಂ ಪಿಣರಾಯಿ ವಿಜಯನ್ ಅವರನ್ನು ಉದ್ದೇಶಿಸಿ, ಈ ಸಮಾರಂಭ ಹಲವರ ನಿದ್ದೆಗೆಡಿಸಲಿದೆ ಎಂದು ಪ್ರಧಾನಿ ಮೋದಿ ಹಾಸ್ಯ ಮಾಡಿದರು. ಮುಖ್ಯಮಂತ್ರಿ ಪಿಣರಾಯಿ ವಿಜಯನ್ ಇಲ್ಲಿ ಕುಳಿತಿದ್ದಾರೆ. ಶಶಿ ತರೂರ್ ಸಹ ಇಲ್ಲಿದ್ದಾರೆ. ಈ ಸಮಾರಂಭ ಹಲವರ ನಿದ್ದೆಗೆಡಿಸಲಿದೆ. ಸಂದೇಶ ಎಲ್ಲಿಗೆ ತಲುಪಬೇಕೋ ಅಲ್ಲಿಗೆ ತಲುಪಿದೆ ಎಂದರು. [1045, 723, 1488, 783]
page-number: ೦೪ [337, 91, 379, 135]
rashi-text: ನಿಮ್ಮ ನಡೆಯಿಂದ ಇತರರ ಬದುಕಿನ ಮೇಲೆ ಪರಿಣಾಮ ಬೀರಬಹುದು. ಅತಿಯಾದ ಚಿಂತೆ ಬೇಡ. [61, 1350, 173, 1391]
horoscope [44, 852, 310, 1485]
registration-marks [142, 2360, 205, 2376]
body: ಕಾಂಗ್ರೆಸ್ ಕಚೇರಿಯಲ್ಲಿ ಶುಕ್ರವಾರ ಸುದ್ದಿಗಾರರೊಂದಿಗೆ ಮಾತನಾಡಿದ ಅವರು, ಕಾನೂನು ಸುವ್ಯವಸ್ಥೆ ವಿಫಲವಾಗಿದೆ ಎಂಬ ಬಿಜೆಪಿ ಆರೋಪದಲ್ಲಿ ಹುರುಳಿಲ್ಲ. ಯಾರದೇ ಕೊಲೆಯಾದರೂ ಮನುಷ್ಯನ ಪ್ರಾಣ ಮುಖ್ಯ ಎಂದು ಹೇಳಿದರು. [40, 267, 297, 331]
title-band [427, 69, 1494, 89]
rahukala: ರಾಹುಕಾಲ: 9.00-10.30 [44, 1423, 310, 1441]
rashi-text: ಅನಗತ್ಯ ವಾಗ್ವಾದ ದಲ್ಲಿ ಸಿಲುಕಬೇಡಿ. ಇದರಿಂದ ದಿನದ ನೆಮ್ಮದಿ ಹಾಳಾಗುತ್ತದೆ. ಪ್ರೀತಿಪಾತ್ರರ ಜತೆ ಸಹನೆಯಿಂದ ವರ್ತಿಸಿ. [61, 996, 174, 1050]
body: ಶುಕ್ರವಾರ ಬೆಳಗ್ಗೆ ಮಂಗಳೂರಿನ ಮೂಲಕ ಖಾಸಗಿ ಬಸ್‌ಗಳು ರಸ್ತೆಗಿಳಿಯಲಿಲ್ಲ. ಅಂಗಡಿ ಮುಂಗಟ್ಟುಗಳು ಮುಚ್ಚಿದ್ದವು. ನಗರದ ಪ್ರಮುಖ ರಸ್ತೆಗಳಲ್ಲಿ ಜನಸಂಚಾರ ವಿರಳವಾಗಿತ್ತು. ಜಿಲ್ಲೆಯ ವಿವಿಧೆಡೆ ಕೆಎಸ್‌ಆರ್‌ಟಿಸಿ ಬಸ್‌ಗಳು ಪೊಲೀಸ್ ಭದ್ರತೆಯಲ್ಲಿ ಸಂಚರಿಸಿದವು. ಹಿಂದೂ ಸಂಘಟನೆಗಳ ಕರೆಯ ಮೇರೆಗೆ ಬಂದ್ ಆಚರಿಸಲಾಯಿತು. ಜಿಲ್ಲಾಧಿಕಾರಿ ಶಾಲಾ ಕಾಲೇಜುಗಳಿಗೆ ರಜೆ ಘೋಷಿಸಿದ್ದರು. ಅಂತಿಮ ಸಂಸ್ಕಾರದ ವೇಳೆ ಸಾವಿರಾರು ಜನರು ಪಾಲ್ಗೊಂಡರು. ಕೇಂದ್ರ ಸಚಿವೆ ಶೋಭಾ ಕರಂದ್ಲಾಜೆ, ವಿಪಕ್ಷ ನಾಯಕ ಆರ್.ಅಶೋಕ್, ಸಂಸದ ಕ್ಯಾ.ಬ್ರಿಜೇಶ್ ಚೌಟ ಸೇರಿದಂತೆ ಹಲವು ನಾಯಕರು ಅಂತಿಮ ದರ್ಶನ ಪಡೆದರು. [333, 1362, 616, 1493]
box-amaravati [586, 686, 1029, 969]
box-chikkamagaluru [643, 2128, 980, 2349]
headline: ರಾಜ್ಯದಲ್ಲಿ ಐದು ದಿನ ಗುಡುಗು ಸಹಿತ ಮಳೆ [333, 2082, 791, 2120]
logo-emblem [62, 42, 105, 84]
kidi-line: ಮಲ್ಲಿಕಾರ್ಜುನ ಖರ್ಗೆ [74, 739, 152, 752]
box-text: ಇಲ್ಲಿ 58,000 ಕೋಟಿ ರೂ. ವೆಚ್ಚದ ಅಮರಾವತಿ ರಾಜಧಾನಿ ಯೋಜನೆಗೆ ಪ್ರಧಾನಿ ಮೋದಿ ಶಂಕುಸ್ಥಾಪನೆ ನೆರವೇರಿಸಿದರು. ದೇಶದ ಶಕ್ತಿ ಶಸ್ತ್ರಾಸ್ತ್ರಗಳಲ್ಲಿ ಮಾತ್ರವಲ್ಲ, ನಮ್ಮ ಏಕತೆಯಲ್ಲಿದೆ. ಡಿಆರ್‌ಡಿಒ ನಾಗಾಯನ್ ಕ್ಷಿಪಣಿ ಪರೀಕ್ಷಾ ಕೇಂದ್ರ ನಿರ್ಮಾಣಕ್ಕೂ ಶಂಕುಸ್ಥಾಪನೆ ನೆರವೇರಿಸಲಾಯಿತು. ನಾಗಾಯನ್ ನಮ್ಮ ಸೇನೆಯ ಶಕ್ತಿಯನ್ನು ಹೆಚ್ಚಿಸಲಿದೆ ಎಂದು ಪ್ರಧಾನಿ ಹೇಳಿದರು. ಮುಖ್ಯಮಂತ್ರಿ ಚಂದ್ರಬಾಬು ನಾಯ್ಡು, ಉಪಮುಖ್ಯಮಂತ್ರಿ ಪವನ್ ಕಲ್ಯಾಣ್ ಉಪಸ್ಥಿತರಿದ್ದರು. [595, 723, 1020, 783]
dateline: ಚಿಕ್ಕಮಗಳೂರು: [643, 2158, 698, 2171]
rashi-cell [177, 1243, 306, 1330]
zodiac-icon [177, 1158, 190, 1170]
zodiac-icon [177, 1246, 190, 1259]
